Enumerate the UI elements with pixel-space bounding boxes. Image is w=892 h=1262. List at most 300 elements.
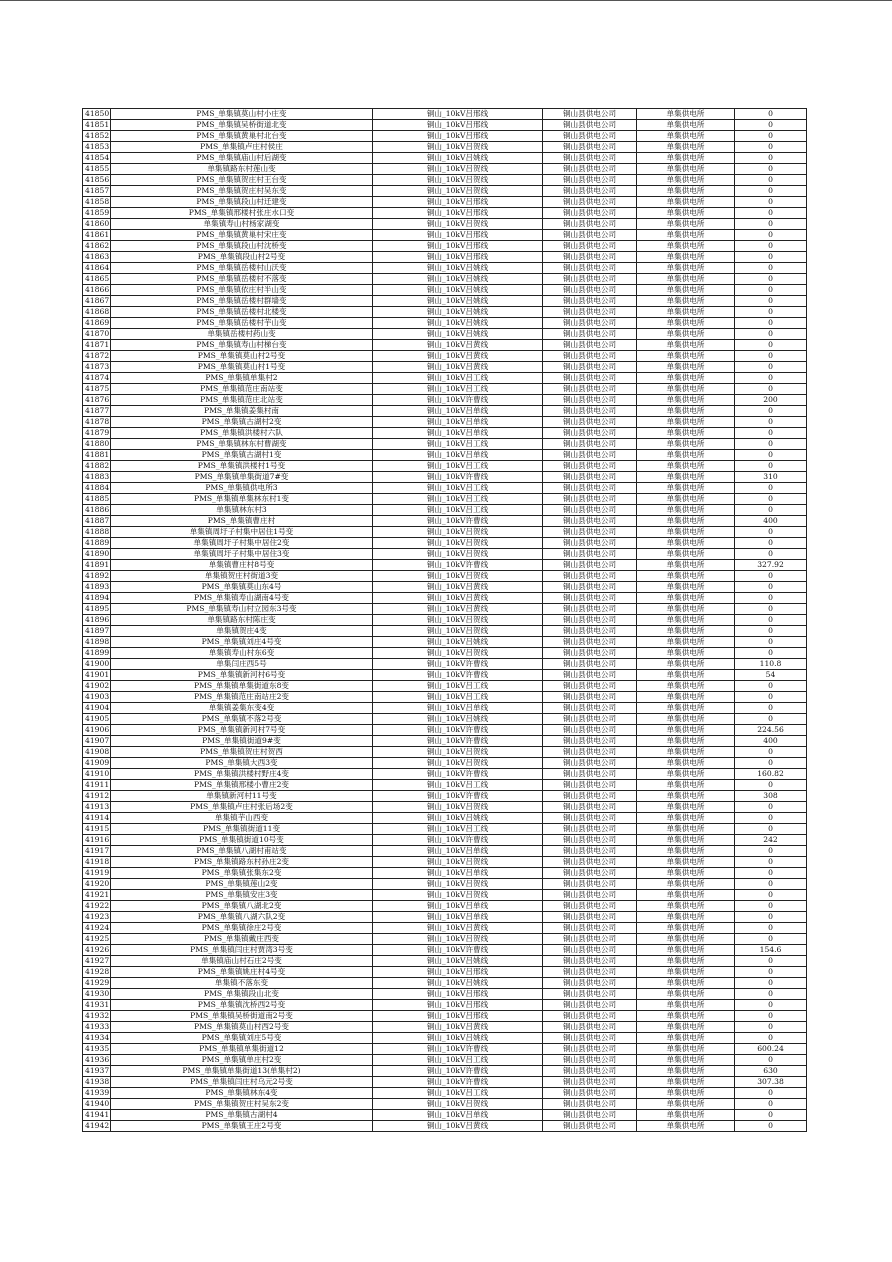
transformer-name-cell: PMS_单集镇姚庄村4号变: [111, 967, 373, 978]
station-cell: 单集供电所: [637, 945, 735, 956]
table-row: [83, 384, 807, 395]
station-cell: 单集供电所: [637, 835, 735, 846]
value-cell: 0: [735, 131, 807, 142]
company-cell: 铜山县供电公司: [543, 208, 637, 219]
transformer-name-cell: PMS_单集镇古湖村1变: [111, 450, 373, 461]
value-cell: 0: [735, 549, 807, 560]
table-row: [83, 901, 807, 912]
value-cell: 54: [735, 670, 807, 681]
company-cell: 铜山县供电公司: [543, 681, 637, 692]
table-row: [83, 450, 807, 461]
row-id-cell: 41851: [83, 120, 111, 131]
company-cell: 铜山县供电公司: [543, 1011, 637, 1022]
transformer-name-cell: 单集镇芋山西变: [111, 813, 373, 824]
transformer-name-cell: PMS_单集镇吴桥街道北变: [111, 120, 373, 131]
value-cell: 0: [735, 1000, 807, 1011]
company-cell: 铜山县供电公司: [543, 1055, 637, 1066]
company-cell: 铜山县供电公司: [543, 362, 637, 373]
row-id-cell: 41911: [83, 780, 111, 791]
company-cell: 铜山县供电公司: [543, 395, 637, 406]
table-row: [83, 1110, 807, 1121]
station-cell: 单集供电所: [637, 780, 735, 791]
table-row: [83, 1022, 807, 1033]
company-cell: 铜山县供电公司: [543, 747, 637, 758]
feeder-line-cell: 铜山_10kV吕邢线: [373, 120, 543, 131]
row-id-cell: 41900: [83, 659, 111, 670]
row-id-cell: 41938: [83, 1077, 111, 1088]
company-cell: 铜山县供电公司: [543, 879, 637, 890]
feeder-line-cell: 铜山_10kV吕贺线: [373, 175, 543, 186]
station-cell: 单集供电所: [637, 461, 735, 472]
transformer-name-cell: PMS_单集镇岳楼村北楼变: [111, 307, 373, 318]
transformer-name-cell: PMS_单集镇王庄2号变: [111, 1121, 373, 1132]
value-cell: 0: [735, 164, 807, 175]
table-row: [83, 318, 807, 329]
transformer-name-cell: PMS_单集镇街道11变: [111, 824, 373, 835]
company-cell: 铜山县供电公司: [543, 1110, 637, 1121]
table-row: [83, 879, 807, 890]
company-cell: 铜山县供电公司: [543, 1066, 637, 1077]
value-cell: 0: [735, 714, 807, 725]
transformer-name-cell: PMS_单集镇单庄村2变: [111, 1055, 373, 1066]
transformer-name-cell: 单集镇贺庄4变: [111, 626, 373, 637]
row-id-cell: 41857: [83, 186, 111, 197]
value-cell: 0: [735, 681, 807, 692]
feeder-line-cell: 铜山_10kV吕单线: [373, 428, 543, 439]
row-id-cell: 41937: [83, 1066, 111, 1077]
company-cell: 铜山县供电公司: [543, 549, 637, 560]
feeder-line-cell: 铜山_10kV吕单线: [373, 417, 543, 428]
transformer-name-cell: PMS_单集镇戴庄西变: [111, 934, 373, 945]
company-cell: 铜山县供电公司: [543, 153, 637, 164]
transformer-name-cell: PMS_单集镇八湖六队2变: [111, 912, 373, 923]
value-cell: 0: [735, 648, 807, 659]
transformer-name-cell: PMS_单集镇莫山东4号: [111, 582, 373, 593]
row-id-cell: 41935: [83, 1044, 111, 1055]
value-cell: 600.24: [735, 1044, 807, 1055]
transformer-name-cell: PMS_单集镇洪楼村六队: [111, 428, 373, 439]
transformer-name-cell: PMS_单集镇吴桥街道南2号变: [111, 1011, 373, 1022]
table-row: [83, 626, 807, 637]
table-row: [83, 373, 807, 384]
table-row: [83, 175, 807, 186]
station-cell: 单集供电所: [637, 1044, 735, 1055]
row-id-cell: 41884: [83, 483, 111, 494]
station-cell: 单集供电所: [637, 351, 735, 362]
transformer-name-cell: PMS_单集镇街道9#变: [111, 736, 373, 747]
feeder-line-cell: 铜山_10kV吕黄线: [373, 1121, 543, 1132]
table-row: [83, 813, 807, 824]
row-id-cell: 41921: [83, 890, 111, 901]
table-row: [83, 758, 807, 769]
table-row: [83, 857, 807, 868]
table-row: [83, 1000, 807, 1011]
company-cell: 铜山县供电公司: [543, 978, 637, 989]
row-id-cell: 41850: [83, 109, 111, 120]
value-cell: 0: [735, 483, 807, 494]
company-cell: 铜山县供电公司: [543, 340, 637, 351]
feeder-line-cell: 铜山_10kV许曹线: [373, 835, 543, 846]
value-cell: 0: [735, 626, 807, 637]
company-cell: 铜山县供电公司: [543, 252, 637, 263]
station-cell: 单集供电所: [637, 1066, 735, 1077]
table-row: [83, 395, 807, 406]
row-id-cell: 41871: [83, 340, 111, 351]
table-row: [83, 1011, 807, 1022]
feeder-line-cell: 铜山_10kV许曹线: [373, 472, 543, 483]
table-row: [83, 516, 807, 527]
station-cell: 单集供电所: [637, 153, 735, 164]
feeder-line-cell: 铜山_10kV吕黄线: [373, 923, 543, 934]
company-cell: 铜山县供电公司: [543, 868, 637, 879]
value-cell: 307.38: [735, 1077, 807, 1088]
feeder-line-cell: 铜山_10kV吕姚线: [373, 318, 543, 329]
station-cell: 单集供电所: [637, 582, 735, 593]
row-id-cell: 41859: [83, 208, 111, 219]
feeder-line-cell: 铜山_10kV吕工线: [373, 483, 543, 494]
feeder-line-cell: 铜山_10kV吕邢线: [373, 131, 543, 142]
station-cell: 单集供电所: [637, 450, 735, 461]
table-row: [83, 274, 807, 285]
feeder-line-cell: 铜山_10kV吕黄线: [373, 593, 543, 604]
company-cell: 铜山县供电公司: [543, 230, 637, 241]
table-row: [83, 296, 807, 307]
transformer-name-cell: PMS_单集镇范庄南站庄2变: [111, 692, 373, 703]
transformer-name-cell: PMS_单集镇岳楼村山沃变: [111, 263, 373, 274]
row-id-cell: 41890: [83, 549, 111, 560]
table-row: [83, 1044, 807, 1055]
station-cell: 单集供电所: [637, 472, 735, 483]
value-cell: 0: [735, 901, 807, 912]
transformer-name-cell: PMS_单集镇路东村孙庄2变: [111, 857, 373, 868]
row-id-cell: 41907: [83, 736, 111, 747]
row-id-cell: 41920: [83, 879, 111, 890]
feeder-line-cell: 铜山_10kV吕贺线: [373, 802, 543, 813]
station-cell: 单集供电所: [637, 802, 735, 813]
company-cell: 铜山县供电公司: [543, 703, 637, 714]
row-id-cell: 41887: [83, 516, 111, 527]
transformer-name-cell: PMS_单集镇段山村沈桥变: [111, 241, 373, 252]
table-row: [83, 263, 807, 274]
row-id-cell: 41899: [83, 648, 111, 659]
table-row: [83, 538, 807, 549]
feeder-line-cell: 铜山_10kV吕贺线: [373, 571, 543, 582]
transformer-name-cell: 单集镇周圩子村集中居住3变: [111, 549, 373, 560]
transformer-name-cell: PMS_单集镇张集东2变: [111, 868, 373, 879]
station-cell: 单集供电所: [637, 648, 735, 659]
row-id-cell: 41915: [83, 824, 111, 835]
company-cell: 铜山县供电公司: [543, 285, 637, 296]
company-cell: 铜山县供电公司: [543, 615, 637, 626]
value-cell: 0: [735, 604, 807, 615]
row-id-cell: 41872: [83, 351, 111, 362]
station-cell: 单集供电所: [637, 923, 735, 934]
row-id-cell: 41854: [83, 153, 111, 164]
company-cell: 铜山县供电公司: [543, 527, 637, 538]
row-id-cell: 41875: [83, 384, 111, 395]
value-cell: 0: [735, 318, 807, 329]
transformer-name-cell: PMS_单集镇曹庄村: [111, 516, 373, 527]
row-id-cell: 41867: [83, 296, 111, 307]
row-id-cell: 41932: [83, 1011, 111, 1022]
value-cell: 0: [735, 274, 807, 285]
row-id-cell: 41864: [83, 263, 111, 274]
company-cell: 铜山县供电公司: [543, 406, 637, 417]
value-cell: 0: [735, 923, 807, 934]
value-cell: 0: [735, 1011, 807, 1022]
feeder-line-cell: 铜山_10kV吕姚线: [373, 637, 543, 648]
company-cell: 铜山县供电公司: [543, 109, 637, 120]
company-cell: 铜山县供电公司: [543, 329, 637, 340]
table-row: [83, 769, 807, 780]
row-id-cell: 41933: [83, 1022, 111, 1033]
company-cell: 铜山县供电公司: [543, 1022, 637, 1033]
station-cell: 单集供电所: [637, 681, 735, 692]
station-cell: 单集供电所: [637, 384, 735, 395]
value-cell: 0: [735, 296, 807, 307]
row-id-cell: 41930: [83, 989, 111, 1000]
value-cell: 400: [735, 516, 807, 527]
transformer-name-cell: 单集镇林东村3: [111, 505, 373, 516]
row-id-cell: 41902: [83, 681, 111, 692]
value-cell: 0: [735, 758, 807, 769]
transformer-name-cell: PMS_单集镇段山村2号变: [111, 252, 373, 263]
company-cell: 铜山县供电公司: [543, 637, 637, 648]
station-cell: 单集供电所: [637, 230, 735, 241]
company-cell: 铜山县供电公司: [543, 318, 637, 329]
transformer-name-cell: PMS_单集镇贺庄村吴东变: [111, 186, 373, 197]
feeder-line-cell: 铜山_10kV吕贺线: [373, 549, 543, 560]
station-cell: 单集供电所: [637, 516, 735, 527]
company-cell: 铜山县供电公司: [543, 516, 637, 527]
station-cell: 单集供电所: [637, 560, 735, 571]
table-row: [83, 329, 807, 340]
company-cell: 铜山县供电公司: [543, 1121, 637, 1132]
feeder-line-cell: 铜山_10kV吕姚线: [373, 956, 543, 967]
value-cell: 0: [735, 197, 807, 208]
company-cell: 铜山县供电公司: [543, 659, 637, 670]
table-row: [83, 483, 807, 494]
station-cell: 单集供电所: [637, 307, 735, 318]
company-cell: 铜山县供电公司: [543, 736, 637, 747]
transformer-name-cell: PMS_单集镇闫庄村贾湾3号变: [111, 945, 373, 956]
station-cell: 单集供电所: [637, 274, 735, 285]
row-id-cell: 41883: [83, 472, 111, 483]
station-cell: 单集供电所: [637, 219, 735, 230]
row-id-cell: 41893: [83, 582, 111, 593]
station-cell: 单集供电所: [637, 549, 735, 560]
station-cell: 单集供电所: [637, 362, 735, 373]
row-id-cell: 41863: [83, 252, 111, 263]
feeder-line-cell: 铜山_10kV许曹线: [373, 516, 543, 527]
row-id-cell: 41868: [83, 307, 111, 318]
station-cell: 单集供电所: [637, 890, 735, 901]
value-cell: 0: [735, 1121, 807, 1132]
feeder-line-cell: 铜山_10kV吕姚线: [373, 285, 543, 296]
row-id-cell: 41892: [83, 571, 111, 582]
value-cell: 0: [735, 505, 807, 516]
station-cell: 单集供电所: [637, 912, 735, 923]
value-cell: 0: [735, 571, 807, 582]
station-cell: 单集供电所: [637, 494, 735, 505]
table-row: [83, 230, 807, 241]
transformer-name-cell: PMS_单集镇莫山村西2号变: [111, 1022, 373, 1033]
value-cell: 0: [735, 593, 807, 604]
company-cell: 铜山县供电公司: [543, 857, 637, 868]
transformer-name-cell: PMS_单集镇莫山村2号变: [111, 351, 373, 362]
value-cell: 160.82: [735, 769, 807, 780]
company-cell: 铜山县供电公司: [543, 890, 637, 901]
table-row: [83, 824, 807, 835]
transformer-name-cell: 单集镇不落东变: [111, 978, 373, 989]
value-cell: 0: [735, 978, 807, 989]
value-cell: 0: [735, 461, 807, 472]
transformer-name-cell: PMS_单集镇单集街道12: [111, 1044, 373, 1055]
transformer-name-cell: PMS_单集镇贺庄村吴东2变: [111, 1099, 373, 1110]
station-cell: 单集供电所: [637, 813, 735, 824]
table-row: [83, 736, 807, 747]
feeder-line-cell: 铜山_10kV吕邢线: [373, 197, 543, 208]
table-row: [83, 582, 807, 593]
table-row: [83, 241, 807, 252]
table-row: [83, 472, 807, 483]
value-cell: 0: [735, 186, 807, 197]
company-cell: 铜山县供电公司: [543, 1000, 637, 1011]
value-cell: 0: [735, 175, 807, 186]
station-cell: 单集供电所: [637, 417, 735, 428]
row-id-cell: 41856: [83, 175, 111, 186]
row-id-cell: 41881: [83, 450, 111, 461]
company-cell: 铜山县供电公司: [543, 582, 637, 593]
row-id-cell: 41923: [83, 912, 111, 923]
row-id-cell: 41913: [83, 802, 111, 813]
station-cell: 单集供电所: [637, 747, 735, 758]
feeder-line-cell: 铜山_10kV许曹线: [373, 791, 543, 802]
feeder-line-cell: 铜山_10kV吕贺线: [373, 648, 543, 659]
company-cell: 铜山县供电公司: [543, 956, 637, 967]
company-cell: 铜山县供电公司: [543, 483, 637, 494]
feeder-line-cell: 铜山_10kV吕姚线: [373, 296, 543, 307]
feeder-line-cell: 铜山_10kV许曹线: [373, 560, 543, 571]
feeder-line-cell: 铜山_10kV吕邢线: [373, 109, 543, 120]
value-cell: 0: [735, 439, 807, 450]
table-row: [83, 802, 807, 813]
station-cell: 单集供电所: [637, 769, 735, 780]
company-cell: 铜山县供电公司: [543, 692, 637, 703]
value-cell: 0: [735, 153, 807, 164]
table-row: [83, 637, 807, 648]
table-row: [83, 967, 807, 978]
row-id-cell: 41904: [83, 703, 111, 714]
station-cell: 单集供电所: [637, 637, 735, 648]
transformer-name-cell: PMS_单集镇安庄3变: [111, 890, 373, 901]
row-id-cell: 41862: [83, 241, 111, 252]
table-row: [83, 1077, 807, 1088]
table-row: [83, 659, 807, 670]
company-cell: 铜山县供电公司: [543, 505, 637, 516]
value-cell: 242: [735, 835, 807, 846]
transformer-name-cell: PMS_单集镇庙山村后湖变: [111, 153, 373, 164]
station-cell: 单集供电所: [637, 967, 735, 978]
station-cell: 单集供电所: [637, 505, 735, 516]
value-cell: 400: [735, 736, 807, 747]
station-cell: 单集供电所: [637, 604, 735, 615]
transformer-name-cell: PMS_单集镇林东村曹湖变: [111, 439, 373, 450]
transformer-name-cell: PMS_单集镇刘庄5号变: [111, 1033, 373, 1044]
station-cell: 单集供电所: [637, 329, 735, 340]
company-cell: 铜山县供电公司: [543, 197, 637, 208]
company-cell: 铜山县供电公司: [543, 901, 637, 912]
transformer-name-cell: PMS_单集镇段山北变: [111, 989, 373, 1000]
transformer-name-cell: 单集镇岳楼村药山变: [111, 329, 373, 340]
table-row: [83, 1055, 807, 1066]
feeder-line-cell: 铜山_10kV吕姚线: [373, 978, 543, 989]
company-cell: 铜山县供电公司: [543, 384, 637, 395]
station-cell: 单集供电所: [637, 285, 735, 296]
row-id-cell: 41942: [83, 1121, 111, 1132]
station-cell: 单集供电所: [637, 934, 735, 945]
company-cell: 铜山县供电公司: [543, 912, 637, 923]
company-cell: 铜山县供电公司: [543, 307, 637, 318]
row-id-cell: 41922: [83, 901, 111, 912]
company-cell: 铜山县供电公司: [543, 923, 637, 934]
feeder-line-cell: 铜山_10kV吕工线: [373, 373, 543, 384]
page-top-border: [0, 0, 892, 1]
table-row: [83, 197, 807, 208]
table-row: [83, 417, 807, 428]
row-id-cell: 41914: [83, 813, 111, 824]
feeder-line-cell: 铜山_10kV吕工线: [373, 780, 543, 791]
transformer-name-cell: 单集镇周圩子村集中居住2变: [111, 538, 373, 549]
feeder-line-cell: 铜山_10kV吕贺线: [373, 857, 543, 868]
value-cell: 0: [735, 406, 807, 417]
transformer-name-cell: PMS_单集镇岳楼村不落变: [111, 274, 373, 285]
feeder-line-cell: 铜山_10kV许曹线: [373, 1044, 543, 1055]
company-cell: 铜山县供电公司: [543, 1077, 637, 1088]
table-row: [83, 703, 807, 714]
value-cell: 0: [735, 384, 807, 395]
value-cell: 0: [735, 417, 807, 428]
table-row: [83, 846, 807, 857]
feeder-line-cell: 铜山_10kV吕黄线: [373, 582, 543, 593]
transformer-name-cell: PMS_单集镇街道10号变: [111, 835, 373, 846]
table-row: [83, 439, 807, 450]
company-cell: 铜山县供电公司: [543, 967, 637, 978]
row-id-cell: 41898: [83, 637, 111, 648]
feeder-line-cell: 铜山_10kV吕单线: [373, 450, 543, 461]
company-cell: 铜山县供电公司: [543, 758, 637, 769]
feeder-line-cell: 铜山_10kV吕黄线: [373, 351, 543, 362]
company-cell: 铜山县供电公司: [543, 813, 637, 824]
transformer-table: [82, 108, 807, 1132]
station-cell: 单集供电所: [637, 846, 735, 857]
feeder-line-cell: 铜山_10kV吕姚线: [373, 1033, 543, 1044]
value-cell: 0: [735, 879, 807, 890]
feeder-line-cell: 铜山_10kV吕贺线: [373, 758, 543, 769]
station-cell: 单集供电所: [637, 186, 735, 197]
feeder-line-cell: 铜山_10kV吕工线: [373, 494, 543, 505]
table-row: [83, 351, 807, 362]
table-row: [83, 1033, 807, 1044]
transformer-name-cell: PMS_单集镇莲山2变: [111, 879, 373, 890]
feeder-line-cell: 铜山_10kV吕单线: [373, 868, 543, 879]
row-id-cell: 41894: [83, 593, 111, 604]
table-row: [83, 945, 807, 956]
table-row: [83, 593, 807, 604]
station-cell: 单集供电所: [637, 692, 735, 703]
feeder-line-cell: 铜山_10kV许曹线: [373, 670, 543, 681]
transformer-name-cell: PMS_单集镇单集街道7#变: [111, 472, 373, 483]
